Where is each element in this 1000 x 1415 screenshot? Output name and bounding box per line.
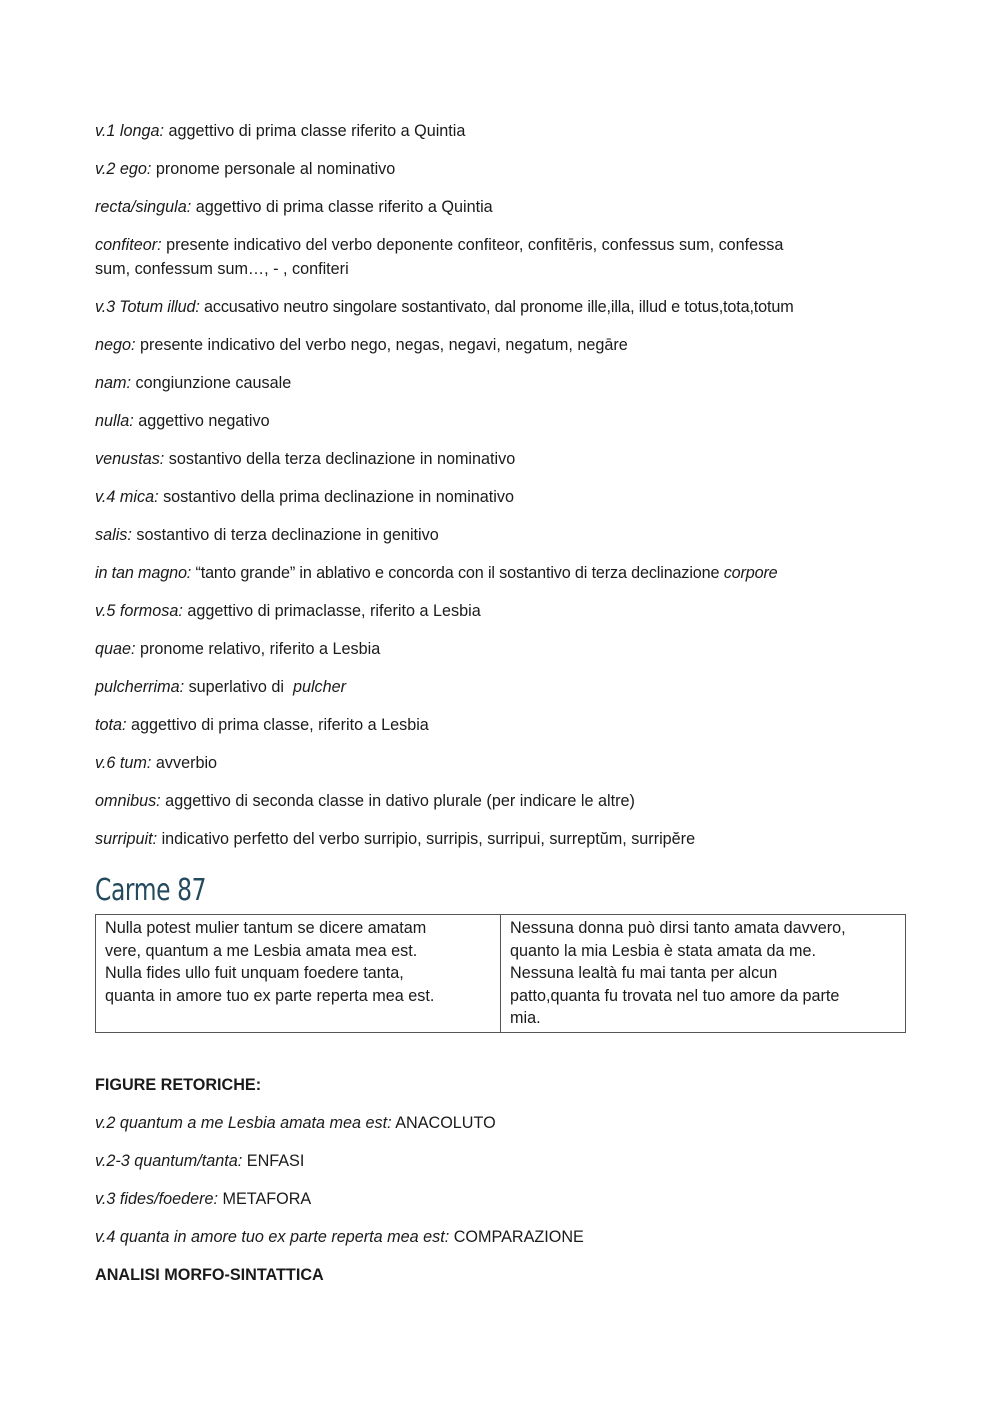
glossary-entry: nulla: aggettivo negativo: [95, 412, 270, 430]
glossary-entry: tota: aggettivo di prima classe, riferito a Lesbia: [95, 716, 429, 734]
italian-translation-cell: Nessuna donna può dirsi tanto amata davvero, quanto la mia Lesbia è stata amata da me. Nessuna lealtà fu mai tanta per alcun patto,quanta fu trovata nel tuo amore da parte mia.: [501, 915, 906, 1033]
glossary-entry: v.2 ego: pronome personale al nominativo: [95, 160, 396, 178]
section-title: Carme 87: [95, 873, 207, 908]
glossary-entry: pulcherrima: superlativo di pulcher: [95, 678, 347, 696]
glossary-entry: nego: presente indicativo del verbo nego, negas, negavi, negatum, negāre: [95, 336, 628, 354]
figure-entry: v.3 fides/foedere: METAFORA: [95, 1189, 312, 1208]
glossary-entry: v.4 mica: sostantivo della prima declinazione in nominativo: [95, 488, 514, 506]
poem-table: [95, 914, 906, 1033]
table-row: [96, 915, 906, 1033]
figures-label: FIGURE RETORICHE:: [95, 1075, 262, 1094]
latin-text-cell: Nulla potest mulier tantum se dicere amatam vere, quantum a me Lesbia amata mea est. Nulla fides ullo fuit unquam foedere tanta, quanta in amore tuo ex parte reperta mea est.: [96, 915, 501, 1033]
glossary-entry: nam: congiunzione causale: [95, 374, 292, 392]
figure-entry: v.2 quantum a me Lesbia amata mea est: ANACOLUTO: [95, 1113, 496, 1132]
glossary: [95, 119, 907, 851]
figure-entry: v.4 quanta in amore tuo ex parte reperta mea est: COMPARAZIONE: [95, 1227, 584, 1246]
glossary-entry: v.5 formosa: aggettivo di primaclasse, riferito a Lesbia: [95, 602, 481, 620]
glossary-entry: in tan magno: “tanto grande” in ablativo e concorda con il sostantivo di terza declinazione corpore: [95, 564, 778, 582]
glossary-entry: v.1 longa: aggettivo di prima classe riferito a Quintia: [95, 122, 466, 140]
glossary-entry: confiteor: presente indicativo del verbo deponente confiteor, confitēris, confessus sum, confessa sum, confessum sum…, - , confiteri: [95, 236, 784, 278]
analysis-label: ANALISI MORFO-SINTATTICA: [95, 1265, 324, 1284]
glossary-entry: salis: sostantivo di terza declinazione in genitivo: [95, 526, 439, 544]
glossary-entry: omnibus: aggettivo di seconda classe in dativo plurale (per indicare le altre): [95, 792, 635, 810]
glossary-entry: surripuit: indicativo perfetto del verbo surripio, surripis, surripui, surreptŭm, surripĕre: [95, 830, 696, 848]
figures-list: [95, 1111, 907, 1249]
glossary-entry: v.3 Totum illud: accusativo neutro singolare sostantivato, dal pronome ille,illa, illud e totus,tota,totum: [95, 298, 794, 316]
figure-entry: v.2-3 quantum/tanta: ENFASI: [95, 1151, 305, 1170]
glossary-entry: v.6 tum: avverbio: [95, 754, 218, 772]
glossary-entry: quae: pronome relativo, riferito a Lesbia: [95, 640, 381, 658]
glossary-entry: venustas: sostantivo della terza declinazione in nominativo: [95, 450, 516, 468]
document-page: [95, 119, 907, 1301]
glossary-entry: recta/singula: aggettivo di prima classe riferito a Quintia: [95, 198, 493, 216]
